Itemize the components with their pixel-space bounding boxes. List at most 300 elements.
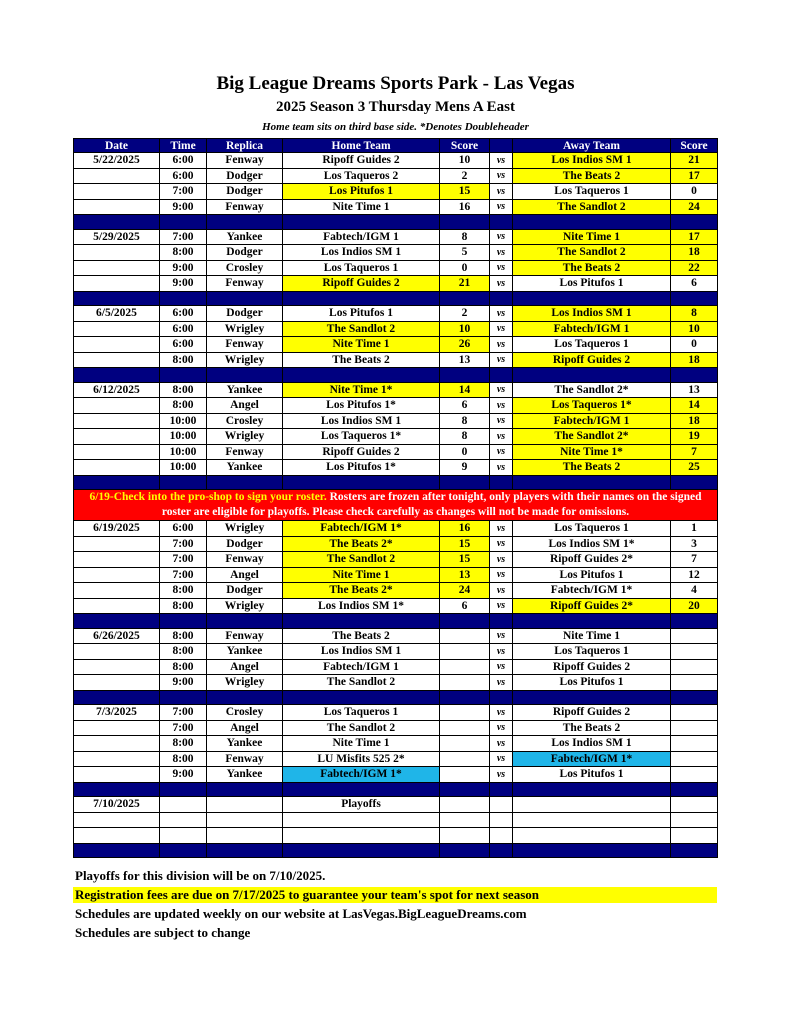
away-team: The Beats 2	[513, 260, 671, 276]
game-field: Fenway	[207, 552, 283, 568]
separator-cell	[160, 291, 207, 306]
home-score	[440, 675, 490, 691]
game-date	[74, 644, 160, 660]
separator-cell	[160, 690, 207, 705]
home-score: 0	[440, 260, 490, 276]
separator-cell	[207, 782, 283, 797]
home-team: The Sandlot 2	[283, 675, 440, 691]
vs-label: vs	[490, 644, 513, 660]
home-team: Fabtech/IGM 1*	[283, 521, 440, 537]
game-field: Fenway	[207, 276, 283, 292]
home-team: Los Pitufos 1	[283, 184, 440, 200]
game-row	[74, 751, 718, 767]
home-team: Nite Time 1*	[283, 382, 440, 398]
vs-label: vs	[490, 184, 513, 200]
vs-label: vs	[490, 245, 513, 261]
playoffs-row	[74, 797, 718, 813]
playoffs-time	[160, 812, 207, 828]
away-score: 10	[671, 321, 718, 337]
separator-cell	[283, 614, 440, 629]
vs-label: vs	[490, 521, 513, 537]
game-field: Fenway	[207, 199, 283, 215]
game-row	[74, 229, 718, 245]
group-separator	[74, 475, 718, 490]
separator-cell	[671, 291, 718, 306]
home-score: 9	[440, 460, 490, 476]
game-date	[74, 552, 160, 568]
away-score: 18	[671, 352, 718, 368]
game-field: Dodger	[207, 306, 283, 322]
game-field: Yankee	[207, 767, 283, 783]
game-time: 10:00	[160, 460, 207, 476]
footer-registration-note: Registration fees are due on 7/17/2025 to guarantee your team's spot for next season	[73, 887, 717, 903]
home-score: 10	[440, 153, 490, 169]
game-time: 10:00	[160, 444, 207, 460]
separator-cell	[207, 215, 283, 230]
playoffs-home-score	[440, 812, 490, 828]
home-team: The Sandlot 2	[283, 321, 440, 337]
home-team: The Sandlot 2	[283, 720, 440, 736]
separator-cell	[74, 843, 160, 858]
game-field: Fenway	[207, 628, 283, 644]
home-score: 8	[440, 229, 490, 245]
playoffs-time	[160, 797, 207, 813]
playoffs-time	[160, 828, 207, 844]
away-score: 6	[671, 276, 718, 292]
home-score: 15	[440, 552, 490, 568]
game-row	[74, 644, 718, 660]
game-date: 6/26/2025	[74, 628, 160, 644]
game-date	[74, 260, 160, 276]
away-score: 20	[671, 598, 718, 614]
home-score: 2	[440, 306, 490, 322]
separator-cell	[671, 475, 718, 490]
game-time: 7:00	[160, 552, 207, 568]
home-score: 2	[440, 168, 490, 184]
away-score	[671, 644, 718, 660]
game-field: Yankee	[207, 644, 283, 660]
game-time: 10:00	[160, 429, 207, 445]
notice-rest: Rosters are frozen after tonight, only players with their names on the signed roster are eligible for playoffs. Please check carefully as changes will not be made for omissions.	[161, 491, 702, 518]
playoffs-row	[74, 828, 718, 844]
playoffs-date	[74, 828, 160, 844]
separator-cell	[74, 291, 160, 306]
game-date	[74, 199, 160, 215]
game-time: 9:00	[160, 767, 207, 783]
home-score	[440, 705, 490, 721]
game-time: 8:00	[160, 245, 207, 261]
separator-cell	[440, 782, 490, 797]
game-time: 8:00	[160, 598, 207, 614]
game-date: 5/22/2025	[74, 153, 160, 169]
game-field: Fenway	[207, 153, 283, 169]
away-score	[671, 767, 718, 783]
game-row	[74, 168, 718, 184]
away-score: 8	[671, 306, 718, 322]
home-score: 15	[440, 184, 490, 200]
game-time: 8:00	[160, 382, 207, 398]
home-team: Nite Time 1	[283, 567, 440, 583]
header-home-score: Score	[440, 139, 490, 153]
home-score	[440, 644, 490, 660]
separator-cell	[160, 614, 207, 629]
header-away-score: Score	[671, 139, 718, 153]
away-score: 7	[671, 444, 718, 460]
separator-cell	[440, 215, 490, 230]
game-field: Fenway	[207, 751, 283, 767]
home-score: 5	[440, 245, 490, 261]
away-team: Ripoff Guides 2	[513, 705, 671, 721]
game-time: 9:00	[160, 276, 207, 292]
vs-label: vs	[490, 567, 513, 583]
separator-cell	[513, 843, 671, 858]
away-team: Ripoff Guides 2*	[513, 552, 671, 568]
header-home-team: Home Team	[283, 139, 440, 153]
away-team: Los Taqueros 1	[513, 184, 671, 200]
home-team: Fabtech/IGM 1	[283, 659, 440, 675]
vs-label: vs	[490, 705, 513, 721]
game-time: 9:00	[160, 260, 207, 276]
away-team: Los Indios SM 1*	[513, 536, 671, 552]
separator-cell	[283, 368, 440, 383]
playoffs-away	[513, 828, 671, 844]
away-team: Ripoff Guides 2	[513, 352, 671, 368]
separator-cell	[160, 782, 207, 797]
away-score: 21	[671, 153, 718, 169]
vs-label: vs	[490, 583, 513, 599]
game-row	[74, 736, 718, 752]
vs-label: vs	[490, 413, 513, 429]
game-row	[74, 567, 718, 583]
playoffs-label	[283, 812, 440, 828]
home-team: The Beats 2*	[283, 583, 440, 599]
header-row	[74, 139, 718, 153]
home-score	[440, 659, 490, 675]
home-score	[440, 751, 490, 767]
vs-label: vs	[490, 229, 513, 245]
playoffs-home-score	[440, 797, 490, 813]
game-date: 6/12/2025	[74, 382, 160, 398]
header-replica: Replica	[207, 139, 283, 153]
home-team: The Sandlot 2	[283, 552, 440, 568]
playoffs-away-score	[671, 812, 718, 828]
game-field: Wrigley	[207, 352, 283, 368]
away-score: 18	[671, 413, 718, 429]
vs-label: vs	[490, 720, 513, 736]
away-team: Los Indios SM 1	[513, 153, 671, 169]
group-separator	[74, 215, 718, 230]
away-score: 12	[671, 567, 718, 583]
separator-cell	[513, 782, 671, 797]
home-team: Fabtech/IGM 1	[283, 229, 440, 245]
separator-cell	[440, 690, 490, 705]
playoffs-date	[74, 812, 160, 828]
game-time: 7:00	[160, 705, 207, 721]
game-row	[74, 552, 718, 568]
game-field: Dodger	[207, 536, 283, 552]
separator-cell	[490, 782, 513, 797]
vs-label: vs	[490, 260, 513, 276]
separator-cell	[513, 291, 671, 306]
game-field: Crosley	[207, 413, 283, 429]
game-time: 8:00	[160, 736, 207, 752]
away-team: Fabtech/IGM 1	[513, 321, 671, 337]
game-field: Wrigley	[207, 521, 283, 537]
notice-date: 6/19-	[89, 491, 114, 503]
home-score	[440, 767, 490, 783]
home-team: Ripoff Guides 2	[283, 276, 440, 292]
separator-cell	[207, 291, 283, 306]
header-away-team: Away Team	[513, 139, 671, 153]
game-time: 6:00	[160, 321, 207, 337]
game-date	[74, 321, 160, 337]
game-time: 8:00	[160, 628, 207, 644]
separator-cell	[490, 843, 513, 858]
group-separator	[74, 368, 718, 383]
playoffs-vs	[490, 797, 513, 813]
away-team: Los Indios SM 1	[513, 306, 671, 322]
roster-notice-row	[74, 490, 718, 521]
away-score: 22	[671, 260, 718, 276]
home-team: Nite Time 1	[283, 199, 440, 215]
footer-change-note: Schedules are subject to change	[75, 925, 251, 940]
playoffs-vs	[490, 828, 513, 844]
away-score: 19	[671, 429, 718, 445]
game-time: 7:00	[160, 536, 207, 552]
game-time: 9:00	[160, 675, 207, 691]
separator-cell	[207, 690, 283, 705]
game-row	[74, 245, 718, 261]
separator-cell	[160, 215, 207, 230]
home-score: 15	[440, 536, 490, 552]
game-field: Angel	[207, 720, 283, 736]
game-date	[74, 598, 160, 614]
away-score: 13	[671, 382, 718, 398]
game-field: Dodger	[207, 245, 283, 261]
roster-notice	[74, 490, 718, 521]
separator-cell	[490, 215, 513, 230]
game-date	[74, 460, 160, 476]
group-separator	[74, 614, 718, 629]
footer-website-note: Schedules are updated weekly on our website at LasVegas.BigLeagueDreams.com	[75, 906, 527, 921]
separator-cell	[283, 690, 440, 705]
vs-label: vs	[490, 352, 513, 368]
game-field: Angel	[207, 567, 283, 583]
away-team: The Sandlot 2*	[513, 382, 671, 398]
separator-cell	[74, 368, 160, 383]
home-score: 16	[440, 521, 490, 537]
vs-label: vs	[490, 460, 513, 476]
vs-label: vs	[490, 337, 513, 353]
game-row	[74, 306, 718, 322]
home-team: Los Taqueros 1	[283, 705, 440, 721]
group-separator	[74, 291, 718, 306]
vs-label: vs	[490, 276, 513, 292]
game-date	[74, 720, 160, 736]
separator-cell	[74, 614, 160, 629]
vs-label: vs	[490, 536, 513, 552]
game-row	[74, 382, 718, 398]
home-score: 14	[440, 382, 490, 398]
separator-cell	[513, 614, 671, 629]
game-date	[74, 444, 160, 460]
game-date	[74, 398, 160, 414]
separator-cell	[490, 690, 513, 705]
away-score: 24	[671, 199, 718, 215]
home-team: Los Indios SM 1	[283, 413, 440, 429]
away-score: 0	[671, 337, 718, 353]
vs-label: vs	[490, 675, 513, 691]
game-field: Dodger	[207, 168, 283, 184]
playoffs-row	[74, 812, 718, 828]
game-field: Yankee	[207, 460, 283, 476]
notice-highlight: Check into the pro-shop to sign your roster.	[113, 491, 327, 503]
vs-label: vs	[490, 751, 513, 767]
separator-cell	[671, 782, 718, 797]
game-date: 6/5/2025	[74, 306, 160, 322]
separator-cell	[207, 843, 283, 858]
game-date	[74, 276, 160, 292]
home-team: Los Taqueros 1*	[283, 429, 440, 445]
home-score: 24	[440, 583, 490, 599]
game-field: Fenway	[207, 444, 283, 460]
vs-label: vs	[490, 444, 513, 460]
game-row	[74, 153, 718, 169]
away-team: Los Pitufos 1	[513, 276, 671, 292]
division-subtitle: 2025 Season 3 Thursday Mens A East	[276, 99, 515, 115]
playoffs-label: Playoffs	[283, 797, 440, 813]
home-team-note: Home team sits on third base side. *Denotes Doubleheader	[262, 121, 529, 133]
home-score	[440, 736, 490, 752]
game-date	[74, 767, 160, 783]
game-row	[74, 184, 718, 200]
game-date	[74, 751, 160, 767]
away-team: The Sandlot 2	[513, 199, 671, 215]
game-row	[74, 460, 718, 476]
away-score: 17	[671, 168, 718, 184]
separator-cell	[440, 843, 490, 858]
away-team: Nite Time 1*	[513, 444, 671, 460]
game-time: 10:00	[160, 413, 207, 429]
away-score	[671, 720, 718, 736]
game-time: 6:00	[160, 153, 207, 169]
page-title: Big League Dreams Sports Park - Las Vegas	[216, 73, 575, 94]
game-row	[74, 675, 718, 691]
separator-cell	[207, 614, 283, 629]
separator-cell	[490, 475, 513, 490]
away-score: 18	[671, 245, 718, 261]
game-field: Wrigley	[207, 429, 283, 445]
separator-cell	[74, 215, 160, 230]
away-team: The Sandlot 2	[513, 245, 671, 261]
game-date	[74, 567, 160, 583]
away-team: The Sandlot 2*	[513, 429, 671, 445]
separator-cell	[283, 475, 440, 490]
home-team: The Beats 2	[283, 628, 440, 644]
separator-cell	[490, 614, 513, 629]
away-score	[671, 705, 718, 721]
game-row	[74, 260, 718, 276]
separator-cell	[283, 843, 440, 858]
game-row	[74, 628, 718, 644]
away-team: Fabtech/IGM 1*	[513, 751, 671, 767]
separator-cell	[440, 291, 490, 306]
game-date	[74, 675, 160, 691]
playoffs-away	[513, 812, 671, 828]
separator-cell	[440, 614, 490, 629]
away-team: Los Taqueros 1*	[513, 398, 671, 414]
home-team: Ripoff Guides 2	[283, 153, 440, 169]
home-score: 6	[440, 398, 490, 414]
game-time: 7:00	[160, 567, 207, 583]
separator-cell	[160, 843, 207, 858]
game-row	[74, 444, 718, 460]
game-field: Yankee	[207, 736, 283, 752]
game-field: Angel	[207, 659, 283, 675]
game-row	[74, 767, 718, 783]
away-team: Los Pitufos 1	[513, 567, 671, 583]
playoffs-away-score	[671, 828, 718, 844]
home-score: 8	[440, 413, 490, 429]
game-time: 8:00	[160, 352, 207, 368]
vs-label: vs	[490, 736, 513, 752]
playoffs-vs	[490, 812, 513, 828]
playoffs-field	[207, 828, 283, 844]
home-team: LU Misfits 525 2*	[283, 751, 440, 767]
schedule-table	[73, 138, 718, 858]
away-score: 17	[671, 229, 718, 245]
home-team: Los Indios SM 1*	[283, 598, 440, 614]
game-row	[74, 413, 718, 429]
home-score: 26	[440, 337, 490, 353]
home-score	[440, 720, 490, 736]
away-team: Los Pitufos 1	[513, 675, 671, 691]
separator-cell	[74, 690, 160, 705]
separator-cell	[160, 475, 207, 490]
away-team: Los Taqueros 1	[513, 644, 671, 660]
away-score: 7	[671, 552, 718, 568]
vs-label: vs	[490, 659, 513, 675]
home-team: Nite Time 1	[283, 736, 440, 752]
home-score: 8	[440, 429, 490, 445]
playoffs-away	[513, 797, 671, 813]
home-score	[440, 628, 490, 644]
group-separator	[74, 843, 718, 858]
vs-label: vs	[490, 429, 513, 445]
game-time: 6:00	[160, 521, 207, 537]
home-team: Los Indios SM 1	[283, 245, 440, 261]
home-score: 16	[440, 199, 490, 215]
home-score: 0	[440, 444, 490, 460]
game-date	[74, 536, 160, 552]
footer-playoffs-note: Playoffs for this division will be on 7/10/2025.	[75, 868, 326, 883]
vs-label: vs	[490, 598, 513, 614]
separator-cell	[671, 368, 718, 383]
separator-cell	[160, 368, 207, 383]
separator-cell	[671, 690, 718, 705]
home-team: The Beats 2*	[283, 536, 440, 552]
home-team: Fabtech/IGM 1*	[283, 767, 440, 783]
game-field: Dodger	[207, 184, 283, 200]
game-date: 5/29/2025	[74, 229, 160, 245]
home-team: Ripoff Guides 2	[283, 444, 440, 460]
separator-cell	[283, 215, 440, 230]
game-date	[74, 583, 160, 599]
header-date: Date	[74, 139, 160, 153]
game-time: 6:00	[160, 306, 207, 322]
away-score: 3	[671, 536, 718, 552]
away-score: 0	[671, 184, 718, 200]
